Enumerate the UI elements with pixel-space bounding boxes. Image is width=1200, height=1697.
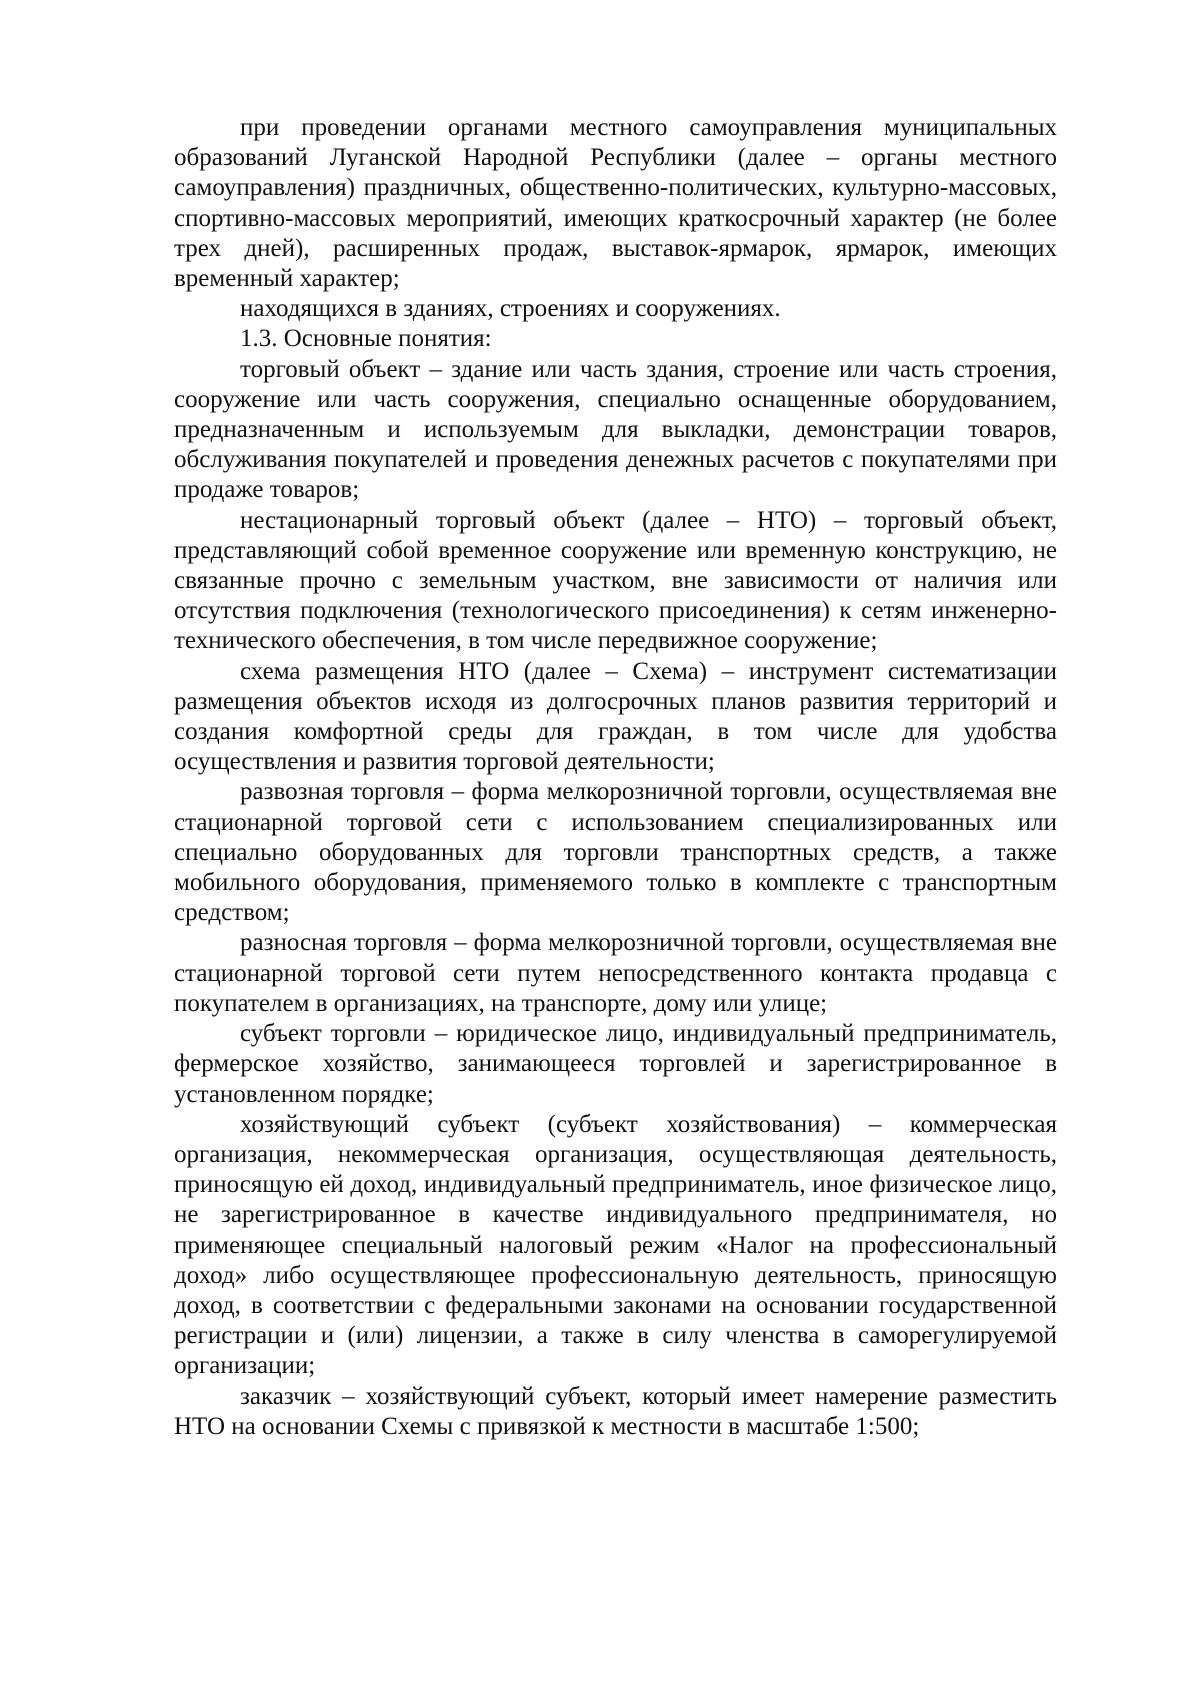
section-heading-basic-concepts: 1.3. Основные понятия:	[240, 325, 492, 353]
document-page	[174, 113, 1057, 1442]
paragraph-events-list: при проведении органами местного самоуправления муниципальных образований Луганской Народной Республики (далее – органы местного самоуправления) праздничных, общественно-политических, культурно-массовых, спортивно-массовых мероприятий, имеющих краткосрочный характер (не более трех дней), расширенных продаж, выставок-ярмарок, ярмарок, имеющих временный характер;	[174, 114, 1057, 293]
definition-trade-subject: субъект торговли – юридическое лицо, индивидуальный предприниматель, фермерское хозяйство, занимающееся торговлей и зарегистрированное в установленном порядке;	[174, 1020, 1057, 1108]
definition-economic-entity: хозяйствующий субъект (субъект хозяйствования) – коммерческая организация, некоммерческая организация, осуществляющая деятельность, приносящую ей доход, индивидуальный предприниматель, иное физическое лицо, не зарегистрированное в качестве индивидуального предпринимателя, но применяющее специальный налоговый режим «Налог на профессиональный доход» либо осуществляющее профессиональную деятельность, приносящую доход, в соответствии с федеральными законами на основании государственной регистрации и (или) лицензии, а также в силу членства в саморегулируемой организации;	[174, 1110, 1057, 1380]
definition-peddling-trade: разносная торговля – форма мелкорозничной торговли, осуществляемая вне стационарной торговой сети путем непосредственного контакта продавца с покупателем в организациях, на транспорте, дому или улице;	[174, 929, 1057, 1017]
paragraph-buildings: находящихся в зданиях, строениях и сооружениях.	[240, 295, 781, 323]
definition-placement-scheme: схема размещения НТО (далее – Схема) – инструмент систематизации размещения объектов исходя из долгосрочных планов развития территорий и создания комфортной среды для граждан, в том числе для удобства осуществления и развития торговой деятельности;	[174, 657, 1057, 776]
definition-trade-object: торговый объект – здание или часть здания, строение или часть строения, сооружение или часть сооружения, специально оснащенные оборудованием, предназначенным и используемым для выкладки, демонстрации товаров, обслуживания покупателей и проведения денежных расчетов с покупателями при продаже товаров;	[174, 355, 1057, 504]
definition-delivery-trade: развозная торговля – форма мелкорозничной торговли, осуществляемая вне стационарной торговой сети с использованием специализированных или специально оборудованных для торговли транспортных средств, а также мобильного оборудования, применяемого только в комплекте с транспортным средством;	[174, 778, 1057, 927]
definition-nto: нестационарный торговый объект (далее – НТО) – торговый объект, представляющий собой временное сооружение или временную конструкцию, не связанные прочно с земельным участком, вне зависимости от наличия или отсутствия подключения (технологического присоединения) к сетям инженерно-технического обеспечения, в том числе передвижное сооружение;	[174, 506, 1057, 655]
definition-customer: заказчик – хозяйствующий субъект, который имеет намерение разместить НТО на основании Схемы с привязкой к местности в масштабе 1:500;	[174, 1382, 1057, 1440]
